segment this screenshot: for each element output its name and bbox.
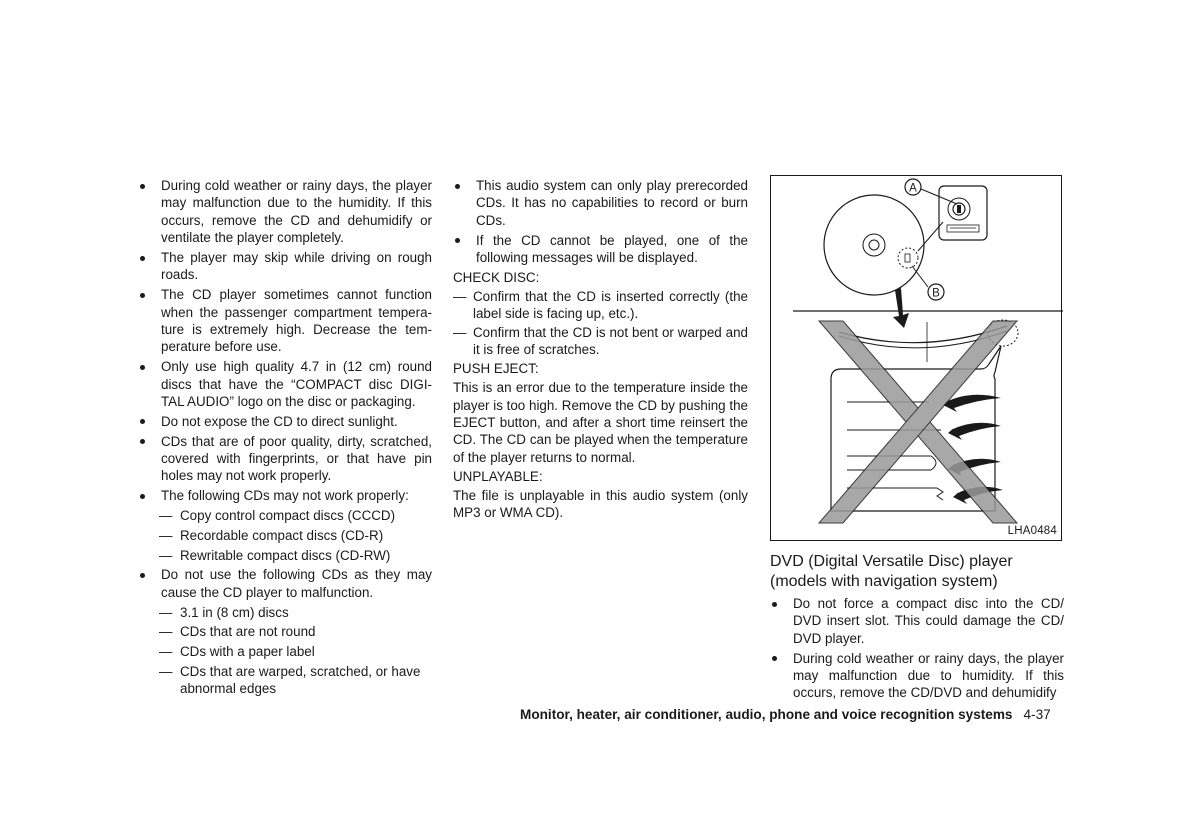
page-number: 4-37	[1023, 707, 1051, 722]
bad-disc-item: — CDs that are warped, scratched, or have abnormal edges	[138, 663, 432, 698]
figure-code: LHA0484	[1007, 525, 1057, 537]
unplayable-label: UNPLAYABLE:	[453, 468, 543, 484]
list-item: The player may skip while driving on rough roads.	[138, 249, 432, 284]
cd-type-item: — Rewritable compact discs (CD-RW)	[138, 547, 432, 564]
cd-type-item: — Recordable compact discs (CD-R)	[138, 527, 432, 544]
check-disc-item: — Confirm that the CD is inserted correctly (the label side is facing up, etc.).	[453, 288, 748, 323]
page-footer	[520, 707, 1065, 722]
list-item: Do not use the following CDs as they may cause the CD player to malfunction.	[138, 566, 432, 601]
check-disc-label: CHECK DISC:	[453, 269, 540, 285]
list-item: Do not force a compact disc into the CD/ DVD insert slot. This could damage the CD/ DVD player.	[770, 595, 1064, 647]
list-item: The CD player sometimes cannot function when the passenger compartment tempera-ture is extremely high. Decrease the tem-perature before use.	[138, 286, 432, 356]
down-arrow-icon	[893, 288, 909, 328]
list-item: During cold weather or rainy days, the player may malfunction due to the humidity. If this occurs, remove the CD and dehumidify or ventilate the player completely.	[138, 177, 432, 247]
right-column	[770, 552, 1064, 704]
cd-slot-illustration	[771, 176, 1063, 542]
unplayable-text: The file is unplayable in this audio system (only MP3 or WMA CD).	[453, 487, 748, 521]
list-item: Only use high quality 4.7 in (12 cm) round discs that have the “COMPACT disc DIGI-TAL AUDIO” logo on the disc or packaging.	[138, 358, 432, 410]
bad-disc-item: — 3.1 in (8 cm) discs	[138, 604, 432, 621]
callout-b-label: B	[932, 287, 940, 300]
middle-column	[453, 177, 748, 523]
list-item: Do not expose the CD to direct sunlight.	[138, 413, 432, 430]
cd-illustration-figure	[770, 175, 1062, 541]
chapter-title: Monitor, heater, air conditioner, audio, phone and voice recognition systems	[520, 707, 1013, 722]
list-item: CDs that are of poor quality, dirty, scratched, covered with fingerprints, or that have pin holes may not work properly.	[138, 433, 432, 485]
list-item: This audio system can only play prerecorded CDs. It has no capabilities to record or burn CDs.	[453, 177, 748, 229]
callout-a-label: A	[909, 182, 917, 195]
left-column	[138, 177, 432, 700]
push-eject-label: PUSH EJECT:	[453, 361, 539, 377]
list-item: If the CD cannot be played, one of the following messages will be displayed.	[453, 232, 748, 267]
cd-type-item: — Copy control compact discs (CCCD)	[138, 507, 432, 524]
push-eject-text: This is an error due to the temperature inside the player is too high. Remove the CD by pushing the EJECT button, and after a short time reinsert the CD. The CD can be played when the temperature of the player returns to normal.	[453, 380, 748, 465]
check-disc-item: — Confirm that the CD is not bent or warped and it is free of scratches.	[453, 324, 748, 359]
list-item: The following CDs may not work properly:	[138, 487, 432, 504]
section-title: DVD (Digital Versatile Disc) player (models with navigation system)	[770, 553, 1013, 590]
disc-hole	[869, 240, 879, 250]
list-item: During cold weather or rainy days, the player may malfunction due to humidity. If this occurs, remove the CD/DVD and dehumidify	[770, 650, 1064, 702]
bad-disc-item: — CDs with a paper label	[138, 643, 432, 660]
bad-disc-item: — CDs that are not round	[138, 623, 432, 640]
